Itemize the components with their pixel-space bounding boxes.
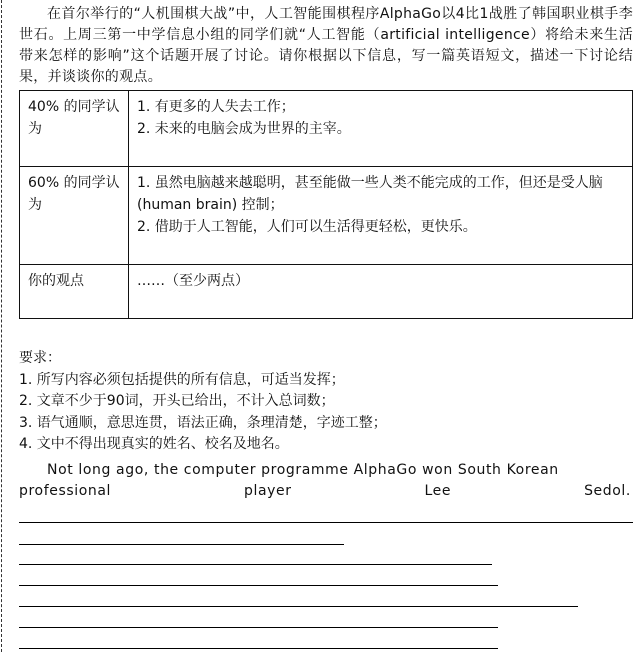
writing-line[interactable] <box>19 522 633 523</box>
word: professional <box>19 483 112 499</box>
requirements-section <box>19 348 633 456</box>
row-label: 你的观点 <box>20 265 129 319</box>
writing-line[interactable] <box>19 564 492 565</box>
table-row <box>20 265 633 319</box>
writing-line[interactable] <box>19 648 498 649</box>
table-row <box>20 91 633 167</box>
row-label: 60% 的同学认为 <box>20 167 129 265</box>
writing-line[interactable] <box>19 627 498 628</box>
requirement-item: 1. 所写内容必须包括提供的所有信息，可适当发挥； <box>19 371 345 388</box>
task-introduction <box>19 4 633 88</box>
essay-opening <box>19 460 633 502</box>
point: 1. 有更多的人失去工作； <box>137 99 295 115</box>
row-content <box>129 265 633 319</box>
writing-line[interactable] <box>19 585 498 586</box>
word: player <box>243 483 292 499</box>
discussion-results-table <box>19 90 633 319</box>
point: ……（至少两点） <box>137 273 249 289</box>
intro-paragraph: 在首尔举行的“人机围棋大战”中，人工智能围棋程序AlphaGo以4比1战胜了韩国职业棋手李世石。上周三第一中学信息小组的同学们就“人工智能（artificial intelligence）将给未来生活带来怎样的影响”这个话题开展了讨论。请你根据以下信息，写一篇英语短文，描述一下讨论结果，并谈谈你的观点。 <box>19 6 633 85</box>
writing-line[interactable] <box>19 544 344 545</box>
point: 1. 虽然电脑越来越聪明，甚至能做一些人类不能完成的工作，但还是受人脑 (human brain) 控制； <box>137 175 603 213</box>
requirement-item: 2. 文章不少于90词，开头已给出，不计入总词数； <box>19 393 335 409</box>
row-label: 40% 的同学认为 <box>20 91 129 167</box>
row-content <box>129 91 633 167</box>
point: 2. 借助于人工智能，人们可以生活得更轻松，更快乐。 <box>137 219 477 235</box>
requirement-item: 4. 文中不得出现真实的姓名、校名及地名。 <box>19 436 289 452</box>
page-margin-dashed-border <box>1 0 2 652</box>
point: 2. 未来的电脑会成为世界的主宰。 <box>137 121 351 137</box>
essay-opening-line-1: Not long ago, the computer programme AlphaGo won South Korean <box>47 462 559 478</box>
writing-line[interactable] <box>19 606 578 607</box>
row-content <box>129 167 633 265</box>
requirements-title: 要求： <box>19 350 61 366</box>
essay-opening-line-2 <box>19 481 631 502</box>
requirement-item: 3. 语气通顺，意思连贯，语法正确，条理清楚，字迹工整； <box>19 414 387 431</box>
word: Sedol. <box>584 483 631 499</box>
table-row <box>20 167 633 265</box>
word: Lee <box>424 483 452 499</box>
